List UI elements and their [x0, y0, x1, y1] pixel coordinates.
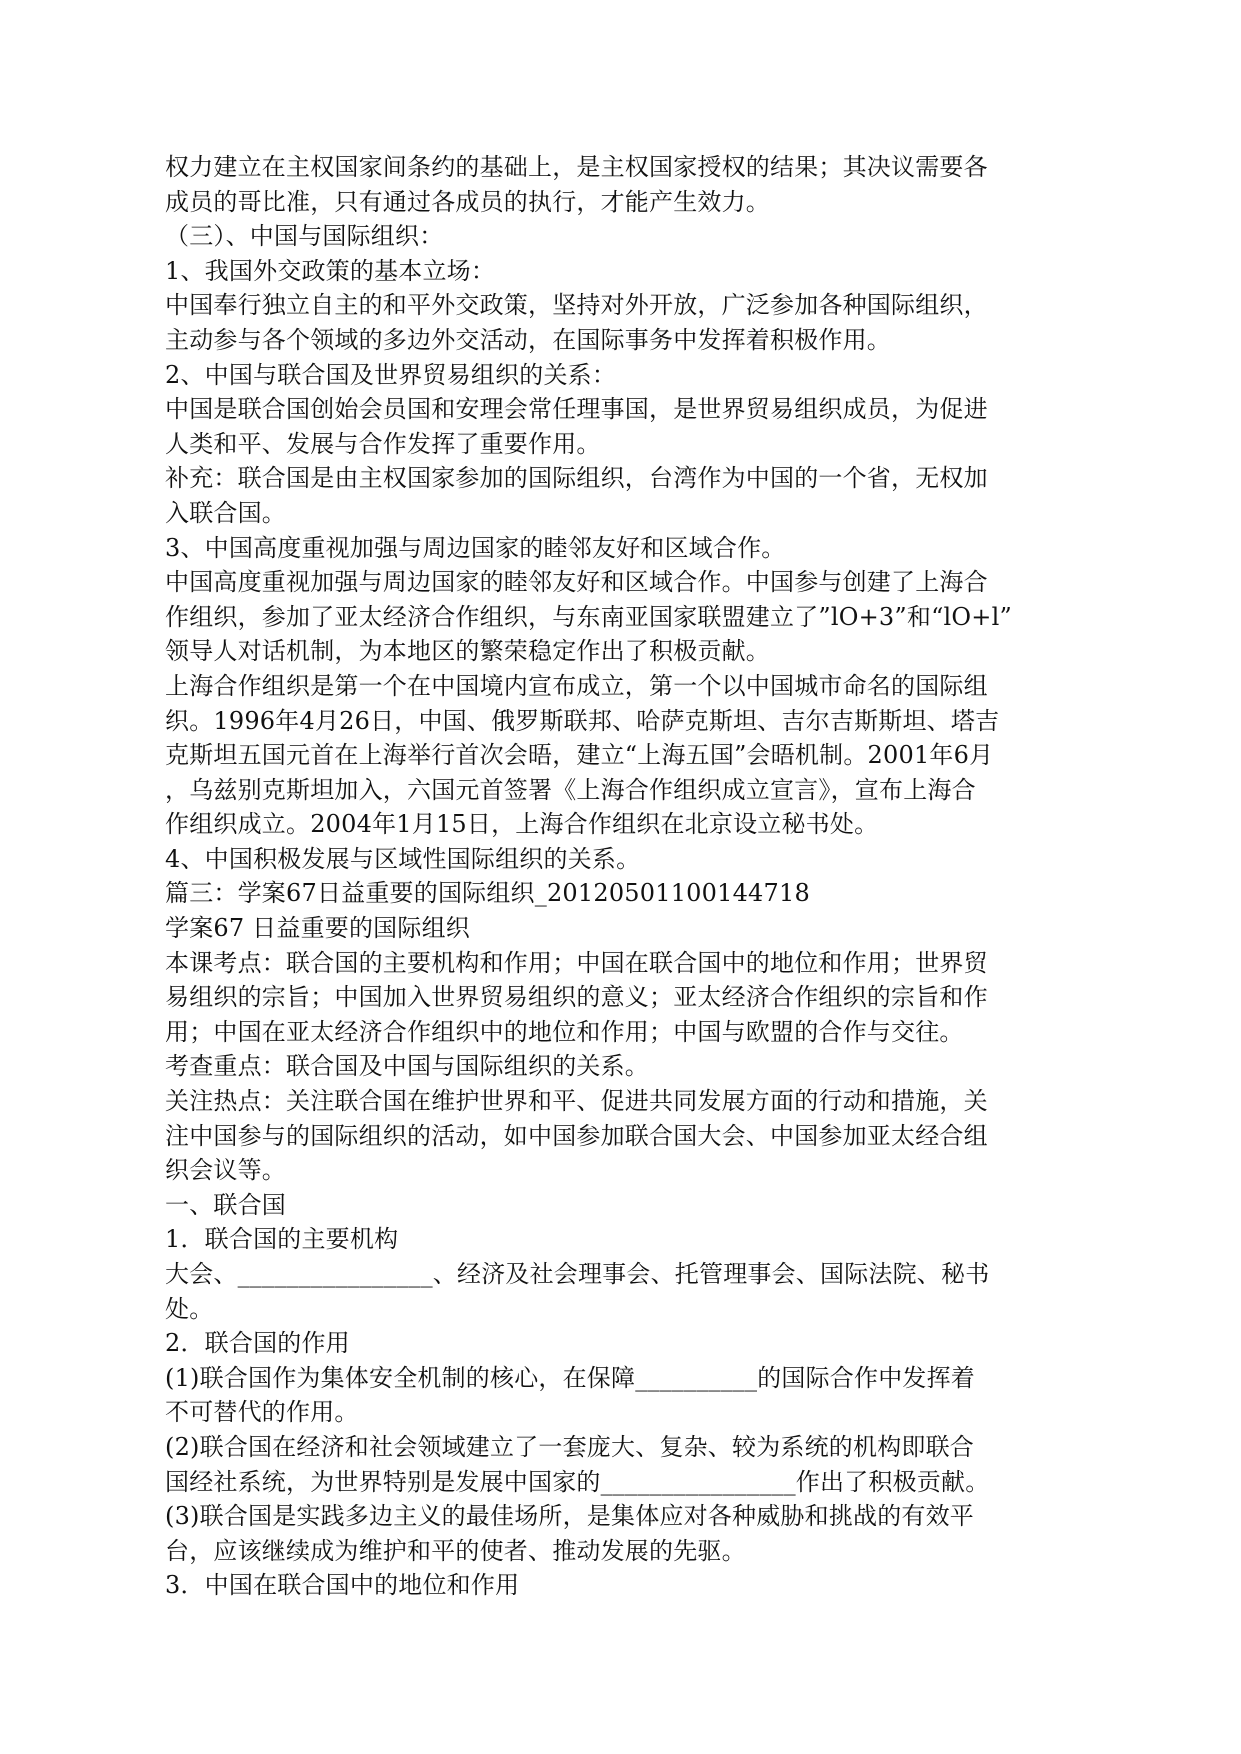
text-line: 中国高度重视加强与周边国家的睦邻友好和区域合作。中国参与创建了上海合 [165, 568, 988, 597]
text-line: 中国是联合国创始会员国和安理会常任理事国，是世界贸易组织成员，为促进 [165, 395, 988, 424]
text-line: 注中国参与的国际组织的活动，如中国参加联合国大会、中国参加亚太经合组 [165, 1121, 988, 1150]
text-line: 考查重点：联合国及中国与国际组织的关系。 [165, 1052, 649, 1081]
text-line: 作组织，参加了亚太经济合作组织，与东南亚国家联盟建立了”lO+3”和“lO+l” [165, 602, 1012, 631]
text-line: 权力建立在主权国家间条约的基础上，是主权国家授权的结果；其决议需要各 [165, 153, 988, 181]
text-line: 台，应该继续成为维护和平的使者、推动发展的先驱。 [165, 1536, 746, 1565]
fill-blank-line: 国经社系统，为世界特别是发展中国家的________________作出了积极贡献。 [165, 1467, 990, 1496]
text-line: 领导人对话机制，为本地区的繁荣稳定作出了积极贡献。 [165, 637, 770, 666]
subsection-heading: 1．联合国的主要机构 [165, 1225, 399, 1254]
text-line: 补充：联合国是由主权国家参加的国际组织，台湾作为中国的一个省，无权加 [165, 464, 988, 493]
text-line: 不可替代的作用。 [165, 1398, 359, 1427]
text-line: 人类和平、发展与合作发挥了重要作用。 [165, 429, 601, 458]
section-heading: 一、联合国 [165, 1190, 286, 1219]
text-line: 主动参与各个领域的多边外交活动，在国际事务中发挥着积极作用。 [165, 325, 891, 354]
section-heading: （三）、中国与国际组织： [165, 222, 444, 251]
text-line: 处。 [165, 1294, 214, 1323]
text-line: 易组织的宗旨；中国加入世界贸易组织的意义；亚太经济合作组织的宗旨和作 [165, 983, 988, 1012]
text-line: 入联合国。 [165, 498, 286, 527]
text-line: 用；中国在亚太经济合作组织中的地位和作用；中国与欧盟的合作与交往。 [165, 1017, 964, 1046]
subsection-heading: 3、中国高度重视加强与周边国家的睦邻友好和区域合作。 [165, 533, 786, 562]
text-line: 中国奉行独立自主的和平外交政策，坚持对外开放，广泛参加各种国际组织， [165, 291, 988, 320]
text-line: 作组织成立。2004年1月15日，上海合作组织在北京设立秘书处。 [165, 810, 879, 839]
text-line: 关注热点：关注联合国在维护世界和平、促进共同发展方面的行动和措施，关 [165, 1087, 988, 1116]
text-line: (3)联合国是实践多边主义的最佳场所，是集体应对各种威胁和挑战的有效平 [165, 1502, 974, 1531]
text-line: (2)联合国在经济和社会领域建立了一套庞大、复杂、较为系统的机构即联合 [165, 1432, 974, 1461]
chapter-heading: 篇三：学案67日益重要的国际组织_20120501100144718 [165, 879, 810, 908]
text-line: 成员的哥比准，只有通过各成员的执行，才能产生效力。 [165, 187, 770, 216]
document-body [165, 150, 1065, 1603]
subsection-heading: 4、中国积极发展与区域性国际组织的关系。 [165, 844, 641, 873]
text-line: 上海合作组织是第一个在中国境内宣布成立，第一个以中国城市命名的国际组 [165, 671, 988, 700]
text-line: 织会议等。 [165, 1156, 286, 1185]
text-line: 织。1996年4月26日，中国、俄罗斯联邦、哈萨克斯坦、吉尔吉斯斯坦、塔吉 [165, 706, 1000, 735]
subsection-heading: 1、我国外交政策的基本立场： [165, 256, 496, 285]
fill-blank-line: (1)联合国作为集体安全机制的核心，在保障__________的国际合作中发挥着 [165, 1363, 975, 1392]
subsection-heading: 2．联合国的作用 [165, 1329, 350, 1358]
fill-blank-line: 大会、________________、经济及社会理事会、托管理事会、国际法院、秘书 [165, 1260, 990, 1288]
text-line: 克斯坦五国元首在上海举行首次会晤，建立“上海五国”会晤机制。2001年6月 [165, 741, 994, 770]
subsection-heading: 3．中国在联合国中的地位和作用 [165, 1571, 520, 1600]
subsection-heading: 2、中国与联合国及世界贸易组织的关系： [165, 360, 617, 389]
text-line: ，乌兹别克斯坦加入，六国元首签署《上海合作组织成立宣言》，宣布上海合 [165, 775, 976, 804]
lesson-title: 学案67 日益重要的国际组织 [165, 914, 470, 943]
text-line: 本课考点：联合国的主要机构和作用；中国在联合国中的地位和作用；世界贸 [165, 948, 988, 977]
